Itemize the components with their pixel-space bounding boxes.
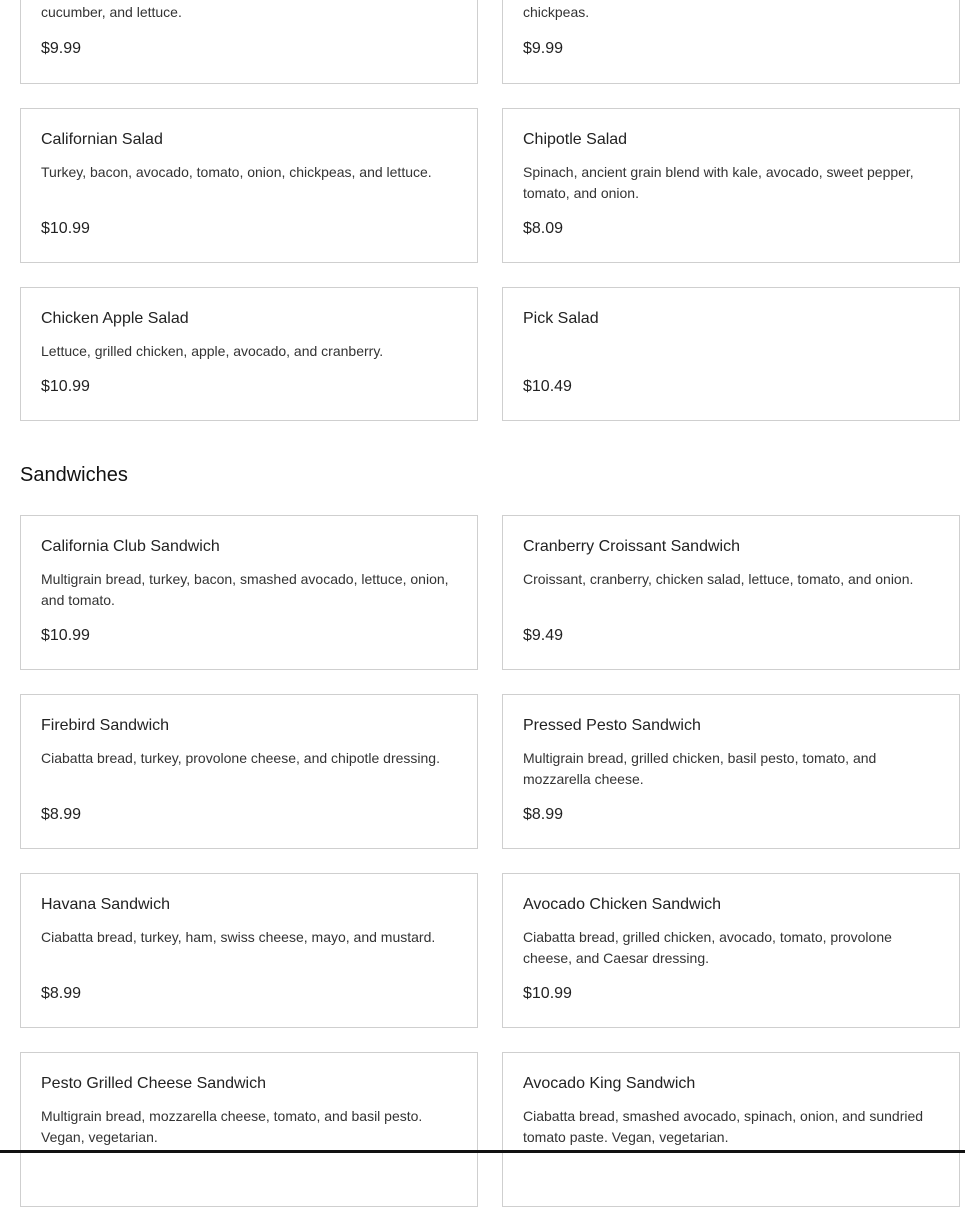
section-title-sandwiches: Sandwiches [20,464,128,486]
menu-item-name: Avocado Chicken Sandwich [523,896,722,913]
menu-item-price: $10.49 [523,378,572,395]
menu-item-price: $9.99 [523,40,564,57]
menu-item-name: Californian Salad [41,131,163,148]
menu-item-card[interactable] [20,108,478,263]
menu-item-card[interactable] [502,873,960,1028]
menu-item-description: chickpeas. [523,4,590,20]
menu-item-name: Pesto Grilled Cheese Sandwich [41,1075,267,1092]
menu-item-description: Ciabatta bread, grilled chicken, avocado, tomato, provolone cheese, and Caesar dressing. [523,929,892,966]
menu-item-name: Pressed Pesto Sandwich [523,717,701,734]
menu-item-price: $9.99 [41,40,82,57]
menu-item-card[interactable] [502,515,960,670]
menu-item-price: $8.99 [41,806,82,823]
menu-item-description: Ciabatta bread, turkey, provolone cheese, and chipotle dressing. [41,750,440,766]
menu-item-description: Ciabatta bread, smashed avocado, spinach, onion, and sundried tomato paste. Vegan, vegetarian. [523,1108,924,1145]
menu-item-description: Ciabatta bread, turkey, ham, swiss cheese, mayo, and mustard. [41,929,436,945]
menu-item-price: $10.99 [41,220,90,237]
menu-item-price: $8.09 [523,220,564,237]
menu-item-price: $10.99 [523,985,572,1002]
menu-item-card[interactable] [20,515,478,670]
menu-item-name: Firebird Sandwich [41,717,170,734]
menu-item-card[interactable] [502,108,960,263]
menu-item-name: Avocado King Sandwich [523,1075,696,1092]
menu-item-card[interactable] [20,873,478,1028]
menu-item-name: Cranberry Croissant Sandwich [523,538,740,555]
menu-item-card[interactable] [20,0,478,84]
menu-item-price: $8.99 [41,985,82,1002]
menu-item-name: California Club Sandwich [41,538,220,555]
menu-item-card[interactable] [20,1052,478,1207]
menu-item-card[interactable] [20,287,478,421]
menu-item-description: Turkey, bacon, avocado, tomato, onion, chickpeas, and lettuce. [41,164,432,180]
menu-item-card[interactable] [20,694,478,849]
menu-item-card[interactable] [502,0,960,84]
menu-item-description: Multigrain bread, grilled chicken, basil pesto, tomato, and mozzarella cheese. [523,750,877,787]
menu-item-description: Lettuce, grilled chicken, apple, avocado, and cranberry. [41,343,384,359]
menu-item-price: $9.49 [523,627,564,644]
menu-item-card[interactable] [502,694,960,849]
menu-item-price: $10.99 [41,378,90,395]
menu-item-description: Multigrain bread, turkey, bacon, smashed avocado, lettuce, onion, and tomato. [41,571,449,608]
menu-item-price: $8.99 [523,806,564,823]
menu-item-name: Pick Salad [523,310,599,327]
menu-item-description: Croissant, cranberry, chicken salad, lettuce, tomato, and onion. [523,571,914,587]
menu-item-description: Multigrain bread, mozzarella cheese, tomato, and basil pesto. Vegan, vegetarian. [41,1108,423,1145]
menu-item-name: Chicken Apple Salad [41,310,189,327]
menu-item-card[interactable] [502,287,960,421]
menu-item-description: Spinach, ancient grain blend with kale, avocado, sweet pepper, tomato, and onion. [523,164,914,201]
menu-item-description: cucumber, and lettuce. [41,4,182,20]
menu-item-card[interactable] [502,1052,960,1207]
menu-item-name: Havana Sandwich [41,896,170,913]
menu-item-price: $10.99 [41,627,90,644]
menu-item-name: Chipotle Salad [523,131,628,148]
